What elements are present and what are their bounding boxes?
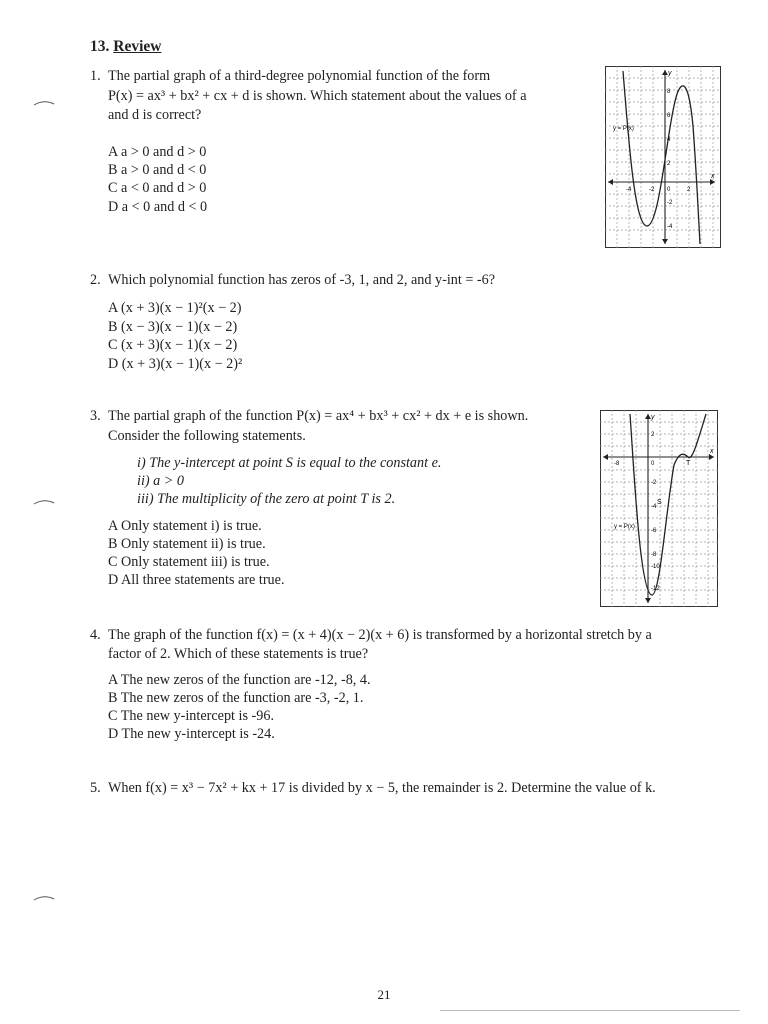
option-c: C a < 0 and d > 0 <box>108 180 207 196</box>
option-b: B (x − 3)(x − 1)(x − 2) <box>108 319 238 335</box>
question-text-line: Consider the following statements. <box>108 428 306 444</box>
question-text-line: and d is correct? <box>108 107 202 123</box>
question-text-line: When f(x) = x³ − 7x² + kx + 17 is divided by x − 5, the remainder is 2. Determine the value of k. <box>108 780 656 796</box>
graph-1-curve-label: y = P(x) <box>613 126 634 132</box>
graph-1-tick: -4 <box>626 187 632 193</box>
statement-i: i) The y-intercept at point S is equal to the constant e. <box>137 455 442 471</box>
option-d: D (x + 3)(x − 1)(x − 2)² <box>108 356 243 372</box>
question-text-line: P(x) = ax³ + bx² + cx + d is shown. Which statement about the values of a <box>108 88 527 104</box>
margin-mark <box>32 497 56 507</box>
option-a: A Only statement i) is true. <box>108 518 262 534</box>
graph-2-tick: -12 <box>651 586 660 592</box>
option-b: B a > 0 and d < 0 <box>108 162 207 178</box>
footer-rule <box>440 1010 740 1011</box>
section-title: Review <box>113 38 162 55</box>
graph-2-y-label: y <box>651 414 655 421</box>
graph-2-point-s: S <box>657 499 662 506</box>
graph-1-tick: 2 <box>667 161 671 167</box>
page-number: 21 <box>377 987 391 1002</box>
option-c: C Only statement iii) is true. <box>108 554 270 570</box>
option-d: D All three statements are true. <box>108 572 285 588</box>
statement-ii: ii) a > 0 <box>137 473 185 489</box>
question-text-line: factor of 2. Which of these statements is true? <box>108 646 369 662</box>
graph-1-y-label: y <box>668 70 672 77</box>
graph-2-tick: -8 <box>614 461 620 467</box>
graph-1-tick: 8 <box>667 89 671 95</box>
question-text-line: Which polynomial function has zeros of -3, 1, and 2, and y-int = -6? <box>108 272 496 288</box>
graph-1-x-label: x <box>711 173 715 180</box>
margin-mark <box>32 98 56 108</box>
question-text-line: The partial graph of the function P(x) = ax⁴ + bx³ + cx² + dx + e is shown. <box>108 408 529 424</box>
graph-1-tick: -2 <box>649 187 655 193</box>
graph-1-tick: -2 <box>667 200 673 206</box>
option-b: B Only statement ii) is true. <box>108 536 266 552</box>
graph-2-tick: -10 <box>651 564 660 570</box>
section-heading <box>90 38 161 56</box>
option-c: C The new y-intercept is -96. <box>108 708 275 724</box>
graph-1-tick: 4 <box>667 137 671 143</box>
option-c: C (x + 3)(x − 1)(x − 2) <box>108 337 238 353</box>
option-a: A The new zeros of the function are -12, -8, 4. <box>108 672 371 688</box>
graph-2 <box>600 410 718 607</box>
margin-mark <box>32 893 56 903</box>
graph-2-point-t: T <box>686 460 691 467</box>
question-number: 5. <box>90 780 101 796</box>
section-number: 13. <box>90 38 110 55</box>
option-d: D a < 0 and d < 0 <box>108 199 208 215</box>
option-a: A a > 0 and d > 0 <box>108 144 207 160</box>
graph-1-tick: 0 <box>667 187 671 193</box>
graph-2-tick: 2 <box>651 432 655 438</box>
question-number: 1. <box>90 68 101 84</box>
question-number: 3. <box>90 408 101 424</box>
question-text-line: The partial graph of a third-degree polynomial function of the form <box>108 68 491 84</box>
graph-2-tick: 0 <box>651 461 655 467</box>
question-number: 2. <box>90 272 101 288</box>
question-number: 4. <box>90 627 101 643</box>
graph-2-tick: -6 <box>651 528 657 534</box>
graph-1-tick: 6 <box>667 113 671 119</box>
graph-1-tick: 2 <box>687 187 691 193</box>
statement-iii: iii) The multiplicity of the zero at point T is 2. <box>137 491 396 507</box>
graph-2-tick: -2 <box>651 480 657 486</box>
graph-1 <box>605 66 721 248</box>
option-a: A (x + 3)(x − 1)²(x − 2) <box>108 300 242 316</box>
graph-2-tick: -4 <box>651 504 657 510</box>
graph-1-tick: -4 <box>667 224 673 230</box>
question-text-line: The graph of the function f(x) = (x + 4)(x − 2)(x + 6) is transformed by a horizontal stretch by a <box>108 627 652 643</box>
graph-1-frame <box>606 67 721 248</box>
option-b: B The new zeros of the function are -3, -2, 1. <box>108 690 364 706</box>
graph-2-x-label: x <box>710 448 714 455</box>
option-d: D The new y-intercept is -24. <box>108 726 275 742</box>
graph-2-curve-label: y = P(x) <box>614 524 635 530</box>
graph-2-tick: -8 <box>651 552 657 558</box>
